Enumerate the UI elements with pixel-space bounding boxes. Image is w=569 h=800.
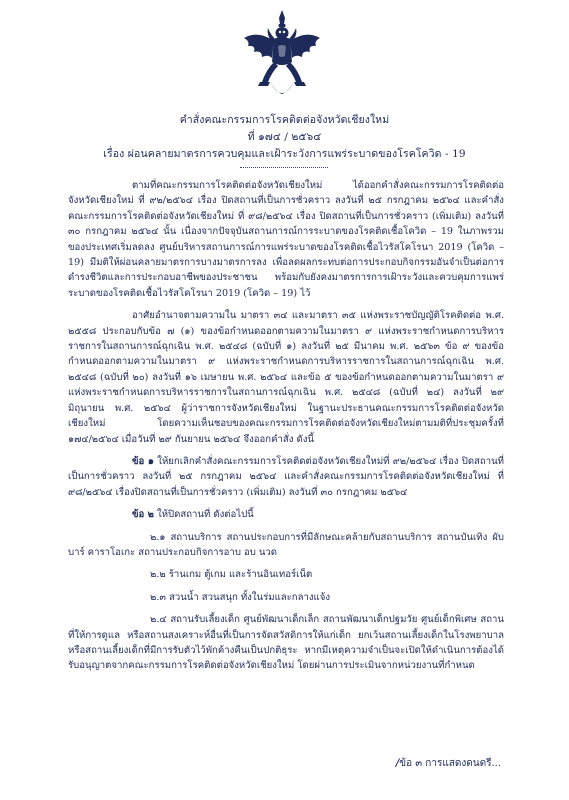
paragraph-clause-1 — [68, 454, 504, 500]
paragraph-authority: อาศัยอำนาจตามความใน มาตรา ๓๔ และมาตรา ๓๕ แห่งพระราชบัญญัติโรคติดต่อ พ.ศ. ๒๕๕๘ ประกอบกับข้อ ๗ (๑) ของข้อกำหนดออกตามความในมาตรา ๙ แห่งพระราชกำหนดการบริหารราชการในสถานการณ์ฉุกเฉิน พ.ศ. ๒๕๔๘ (ฉบับที่ ๑) ลงวันที่ ๒๕ มีนาคม พ.ศ. ๒๕๖๓ ข้อ ๙ ของข้อกำหนดออกตามความในมาตรา ๙ แห่งพระราชกำหนดการบริหารราชการในสถานการณ์ฉุกเฉิน พ.ศ. ๒๕๔๘ (ฉบับที่ ๒๐) ลงวันที่ ๑๖ เมษายน พ.ศ. ๒๕๖๔ และข้อ ๕ ของข้อกำหนดออกตามความในมาตรา ๙ แห่งพระราชกำหนดการบริหารราชการในสถานการณ์ฉุกเฉิน พ.ศ. ๒๕๔๘ (ฉบับที่ ๒๔) ลงวันที่ ๒๙ มิถุนายน พ.ศ. ๒๕๖๔ ผู้ว่าราชการจังหวัดเชียงใหม่ ในฐานะประธานคณะกรรมการโรคติดต่อจังหวัดเชียงใหม่ โดยความเห็นชอบของคณะกรรมการโรคติดต่อจังหวัดเชียงใหม่ตามมติที่ประชุมครั้งที่ ๑๗๔/๒๕๖๔ เมื่อวันที่ ๒๙ กันยายน ๒๕๖๔ จึงออกคำสั่ง ดังนี้ — [68, 310, 504, 445]
garuda-emblem-icon — [240, 8, 324, 104]
header-divider — [240, 167, 328, 168]
order-authority: คำสั่งคณะกรรมการโรคติดต่อจังหวัดเชียงใหม่ — [179, 114, 390, 126]
paragraph-background: ตามที่คณะกรรมการโรคติดต่อจังหวัดเชียงใหม่ ได้ออกคำสั่งคณะกรรมการโรคติดต่อจังหวัดเชียงใหม่ ที่ ๙๒/๒๕๖๔ เรื่อง ปิดสถานที่เป็นการชั่วคราว ลงวันที่ ๒๕ กรกฎาคม ๒๕๖๔ และคำสั่งคณะกรรมการโรคติดต่อจังหวัดเชียงใหม่ ที่ ๙๘/๒๕๖๔ เรื่อง ปิดสถานที่เป็นการชั่วคราว (เพิ่มเติม) ลงวันที่ ๓๐ กรกฎาคม ๒๕๖๔ นั้น เนื่องจากปัจจุบันสถานการณ์การระบาดของโรคติดเชื้อโควิด – 19 ในภาพรวมของประเทศเริ่มลดลง ศูนย์บริหารสถานการณ์การแพร่ระบาดของโรคติดเชื้อไวรัสโคโรนา 2019 (โควิด – 19) มีมติให้ผ่อนคลายมาตรการบางมาตรการลง เพื่อลดผลกระทบต่อการประกอบกิจกรรมอันจำเป็นต่อการดำรงชีวิตและการประกอบอาชีพของประชาชน พร้อมกับยังคงมาตรการการเฝ้าระวังและควบคุมการแพร่ระบาดของโรคติดเชื้อไวรัสโคโรนา 2019 (โควิด – 19) ไว้ — [68, 180, 504, 299]
list-item: ๒.๔ สถานรับเลี้ยงเด็ก ศูนย์พัฒนาเด็กเล็ก สถานพัฒนาเด็กปฐมวัย ศูนย์เด็กพิเศษ สถานที่ให้การดูแล หรือสถานสงเคราะห์อื่นที่เป็นการจัดสวัสดิการให้แก่เด็ก ยกเว้นสถานเลี้ยงเด็กในโรงพยาบาลหรือสถานเลี้ยงเด็กที่มีการรับตัวไว้พักค้างคืนเป็นปกติธุระ หากมีเหตุความจำเป็นจะเปิดให้ดำเนินการต้องได้รับอนุญาตจากคณะกรรมการโรคติดต่อจังหวัดเชียงใหม่ โดยผ่านการประเมินจากหน่วยงานที่กำหนด — [68, 614, 504, 672]
clause-2-text: ให้ปิดสถานที่ ดังต่อไปนี้ — [153, 509, 254, 521]
list-item: ๒.๒ ร้านเกม ตู้เกม และร้านอินเทอร์เน็ต — [150, 569, 313, 581]
order-number: ที่ ๑๗๔ / ๒๕๖๔ — [247, 131, 322, 143]
paragraph-clause-2 — [68, 507, 504, 522]
continuation-note — [396, 756, 501, 771]
clause-1-label: ข้อ ๑ — [132, 455, 154, 467]
clause-1-text: ให้ยกเลิกคำสั่งคณะกรรมการโรคติดต่อจังหวัดเชียงใหม่ที่ ๙๒/๒๕๖๔ เรื่อง ปิดสถานที่เป็นการชั่วคราว ลงวันที่ ๒๕ กรกฎาคม ๒๕๖๔ และคำสั่งคณะกรรมการโรคติดต่อจังหวัดเชียงใหม่ ที่ ๙๘/๒๕๖๔ เรื่องปิดสถานที่เป็นการชั่วคราว (เพิ่มเติม) ลงวันที่ ๓๐ กรกฎาคม ๒๕๖๔ — [68, 455, 504, 498]
list-item: ๒.๑ สถานบริการ สถานประกอบการที่มีลักษณะคล้ายกับสถานบริการ สถานบันเทิง ผับ บาร์ คาราโอเกะ สถานประกอบกิจการอาบ อบ นวด — [68, 531, 504, 558]
clause-2-label: ข้อ ๒ — [132, 509, 154, 521]
list-item: ๒.๓ สวนน้ำ สวนสนุก ทั้งในร่มและกลางแจ้ง — [150, 591, 331, 603]
order-header — [0, 112, 569, 163]
continuation-text: ข้อ ๓ การแสดงดนตรี... — [399, 758, 501, 769]
order-subject: เรื่อง ผ่อนคลายมาตรการควบคุมและเฝ้าระวังการแพร่ระบาดของโรคโควิด - 19 — [103, 148, 466, 160]
order-body — [68, 178, 504, 681]
continuation-slash: / — [395, 758, 400, 769]
